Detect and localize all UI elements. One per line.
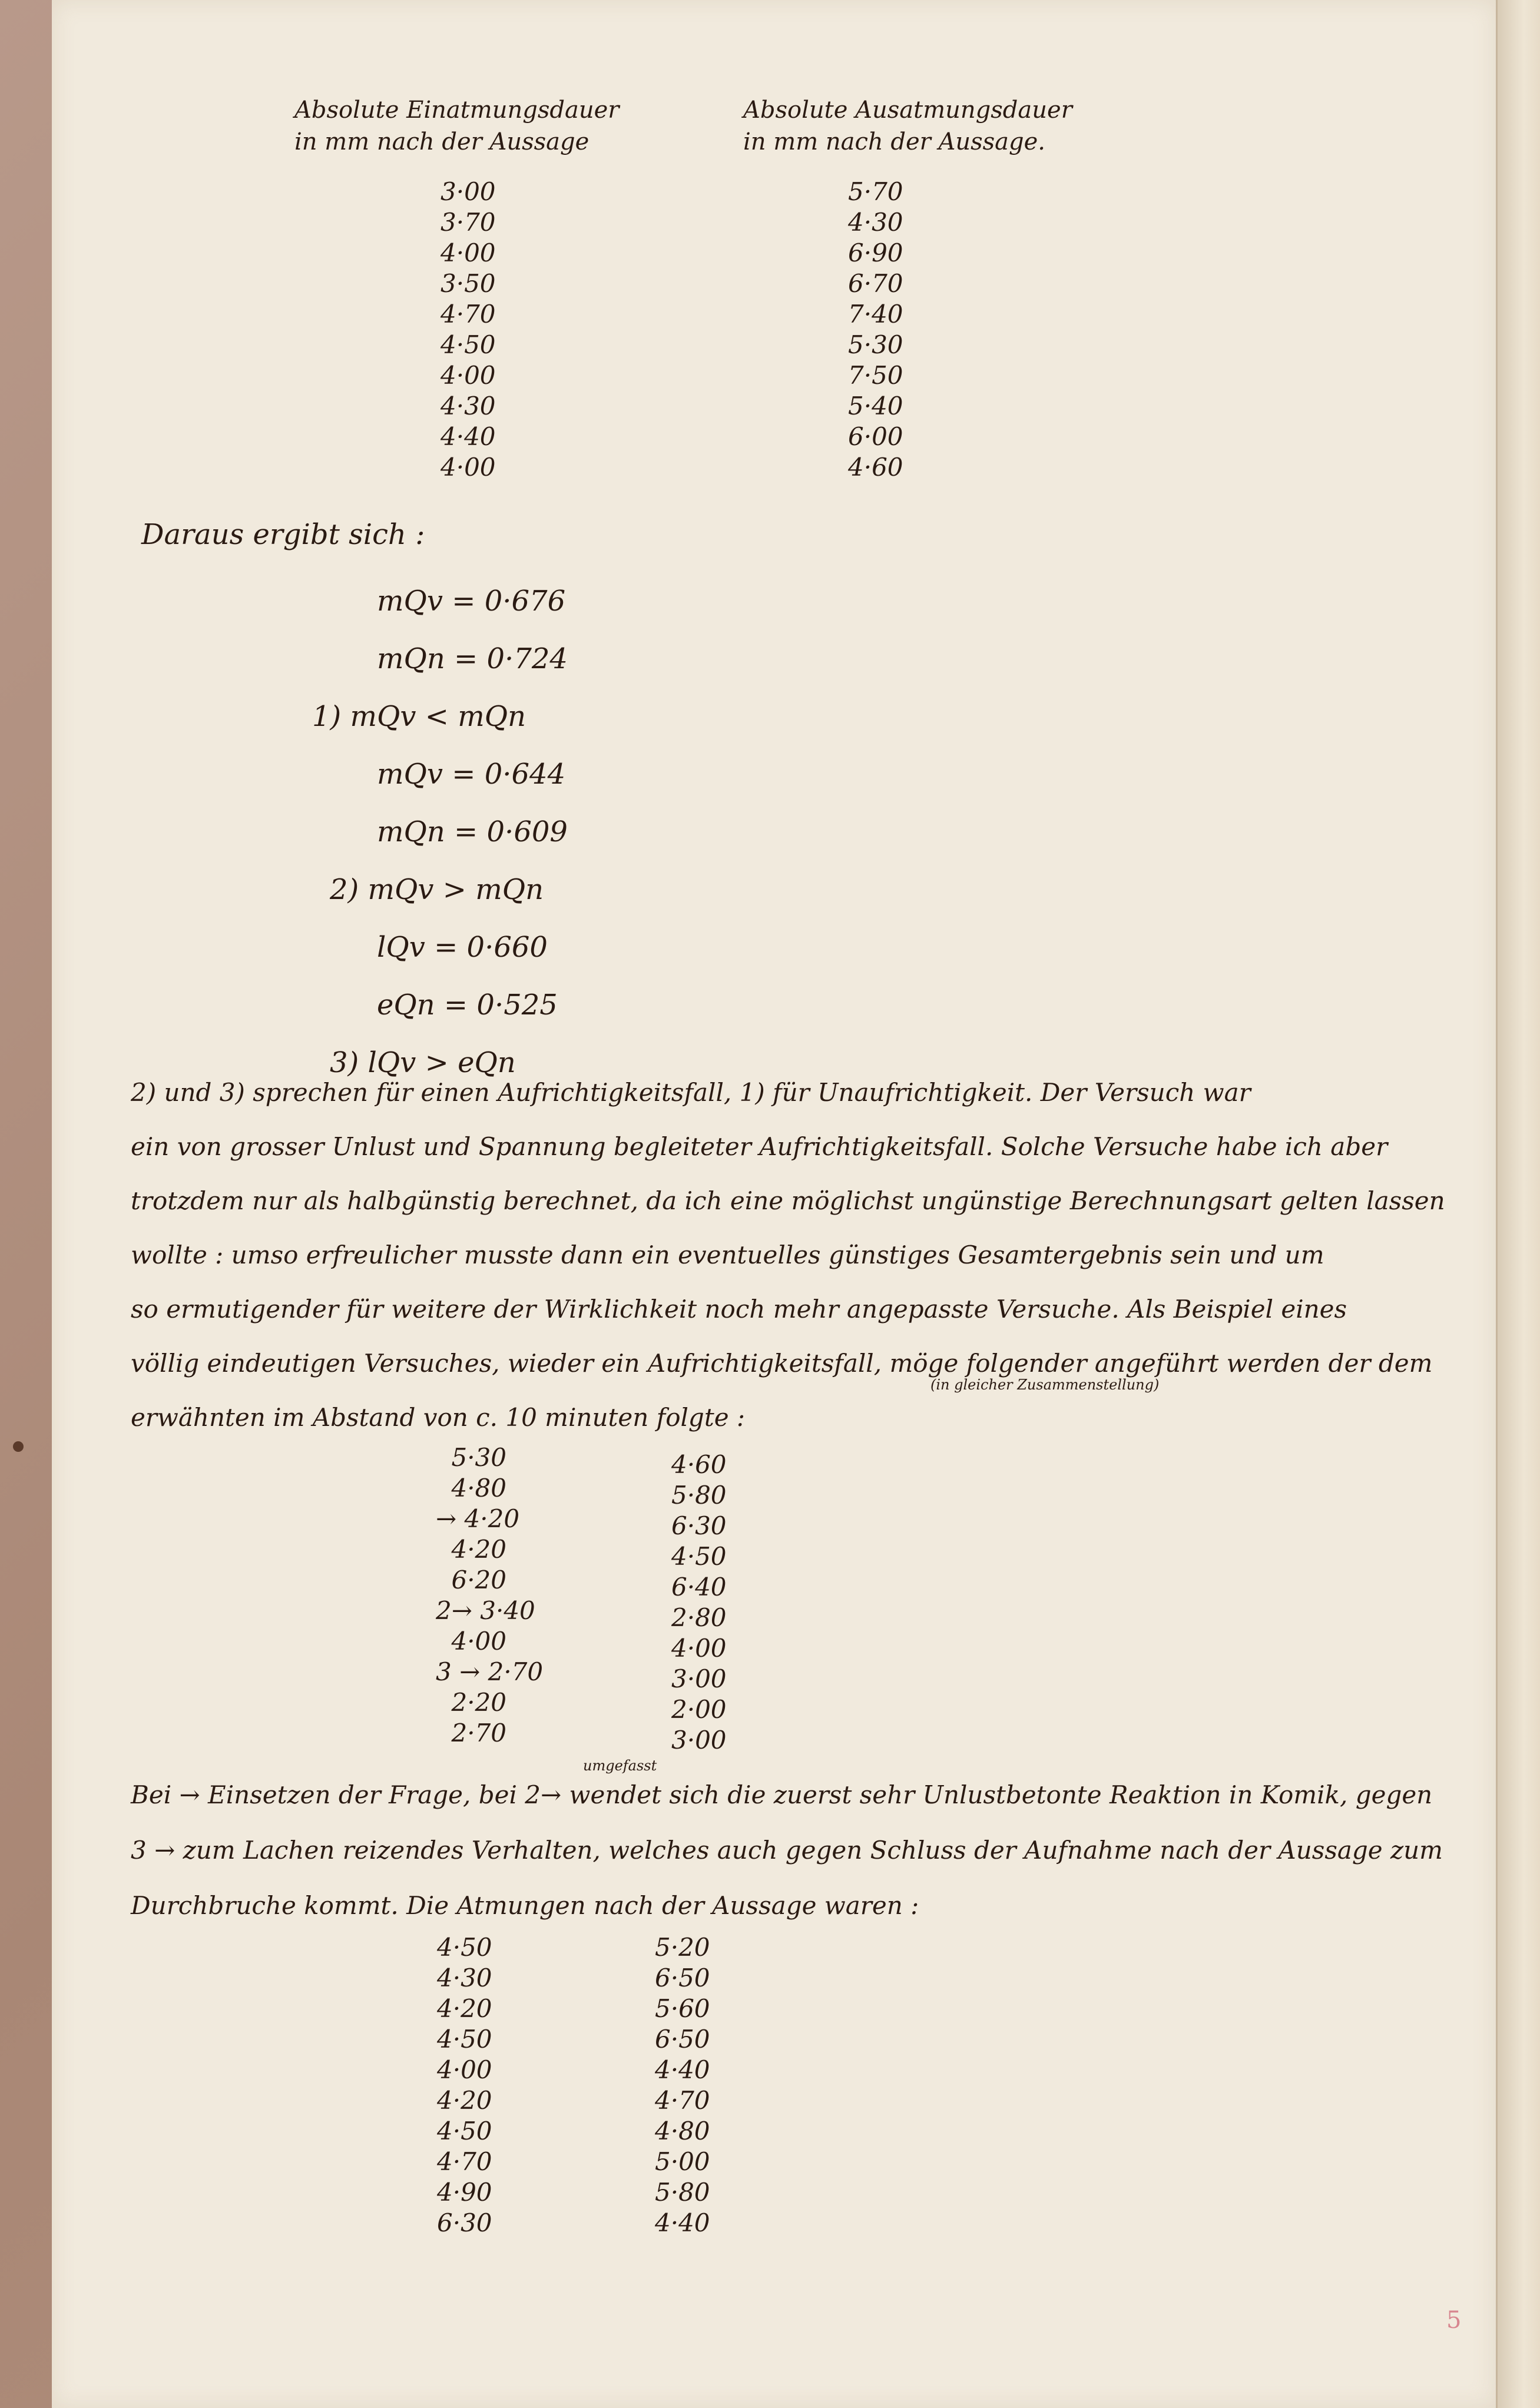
table3-column-2 <box>655 1932 710 2238</box>
equation: mQn = 0·724 <box>377 642 568 675</box>
interlinear-note: (in gleicher Zusammenstellung) <box>930 1377 1160 1393</box>
paragraph-observation <box>131 1767 1450 1933</box>
paragraph-line: so ermutigender für weitere der Wirklichkeit noch mehr angepasste Versuche. Als Beispiel eines <box>131 1295 1347 1324</box>
table2-value: 4·00 <box>451 1627 506 1656</box>
table1-value: 4·00 <box>441 453 496 482</box>
table1-value: 7·50 <box>848 361 903 390</box>
table3-column-1 <box>437 1932 492 2238</box>
result-intro: Daraus ergibt sich : <box>141 518 425 551</box>
paragraph-line: wollte : umso erfreulicher musste dann ein eventuelles günstiges Gesamtergebnis sein und um <box>131 1241 1324 1269</box>
table1-header-exhalation <box>743 94 1072 158</box>
table1-header-inhalation-line2: in mm nach der Aussage <box>294 128 589 155</box>
table3-value: 4·50 <box>437 2025 492 2054</box>
paragraph-line: 2) und 3) sprechen für einen Aufrichtigkeitsfall, 1) für Unaufrichtigkeit. Der Versuch war <box>131 1078 1251 1107</box>
table1-value: 3·70 <box>441 208 496 237</box>
table2-value: 2·80 <box>671 1603 727 1632</box>
table1-header-inhalation <box>294 94 619 158</box>
table1-header-exhalation-line1: Absolute Ausatmungsdauer <box>743 97 1072 124</box>
table2-value: 3·00 <box>671 1664 727 1693</box>
table1-value: 4·00 <box>441 238 496 267</box>
table2-value: 2·00 <box>671 1695 727 1724</box>
table1-header-inhalation-line1: Absolute Einatmungsdauer <box>294 97 620 124</box>
table2-value: 6·30 <box>671 1511 727 1540</box>
table2-value: 5·80 <box>671 1481 727 1510</box>
equation: lQv = 0·660 <box>377 931 548 964</box>
page-number: 5 <box>1446 2307 1462 2334</box>
table3-value: 4·70 <box>437 2147 492 2176</box>
equation: 2) mQv > mQn <box>330 873 544 906</box>
equation: 1) mQv < mQn <box>312 700 526 733</box>
table3-value: 4·90 <box>437 2178 492 2207</box>
table2-value: 3·00 <box>671 1726 727 1754</box>
table1-column-exhalation <box>848 177 903 483</box>
table1-value: 4·30 <box>848 208 903 237</box>
table3-value: 5·60 <box>655 1994 710 2023</box>
equation: 3) lQv > eQn <box>330 1046 516 1079</box>
equation: mQv = 0·644 <box>377 758 566 791</box>
table1-value: 6·70 <box>848 269 903 298</box>
table2-value: 3 → 2·70 <box>436 1657 544 1686</box>
table1-header-exhalation-line2: in mm nach der Aussage. <box>743 128 1045 155</box>
table2-value: 2·70 <box>451 1719 506 1747</box>
table3-value: 6·50 <box>655 1963 710 1992</box>
table1-value: 4·40 <box>441 422 496 451</box>
table3-value: 4·40 <box>655 2208 710 2237</box>
table2-value: 6·40 <box>671 1573 727 1601</box>
table3-value: 6·50 <box>655 2025 710 2054</box>
table2-value: 4·50 <box>671 1542 727 1571</box>
table2-value: 6·20 <box>451 1565 506 1594</box>
table1-value: 6·90 <box>848 238 903 267</box>
table1-value: 5·70 <box>848 177 903 206</box>
paragraph-line: ein von grosser Unlust und Spannung begleiteter Aufrichtigkeitsfall. Solche Versuche habe ich aber <box>131 1132 1388 1161</box>
table2-column-2 <box>671 1450 727 1756</box>
table2-value: 4·20 <box>451 1535 506 1564</box>
paragraph-line: Durchbruche kommt. Die Atmungen nach der Aussage waren : <box>131 1891 919 1920</box>
equation: mQn = 0·609 <box>377 815 568 848</box>
paragraph-line: Bei → Einsetzen der Frage, bei 2→ wendet sich die zuerst sehr Unlustbetonte Reaktion in Komik, gegen <box>131 1780 1433 1809</box>
table3-value: 4·20 <box>437 1994 492 2023</box>
table1-value: 3·50 <box>441 269 496 298</box>
table2-value: 4·60 <box>671 1450 727 1479</box>
table2-value: 5·30 <box>451 1443 506 1472</box>
table1-value: 7·40 <box>848 300 903 329</box>
table1-value: 5·40 <box>848 392 903 420</box>
table2-value: → 4·20 <box>436 1504 520 1533</box>
table3-value: 4·50 <box>437 2117 492 2145</box>
equation-block <box>312 572 568 1092</box>
table1-value: 5·30 <box>848 330 903 359</box>
table3-value: 4·50 <box>437 1933 492 1962</box>
table1-value: 6·00 <box>848 422 903 451</box>
table2-value: 2→ 3·40 <box>436 1596 535 1625</box>
paragraph-line: völlig eindeutigen Versuches, wieder ein Aufrichtigkeitsfall, möge folgender angeführt werden der dem <box>131 1349 1433 1378</box>
table1-value: 4·60 <box>848 453 903 482</box>
table2-value: 4·00 <box>671 1634 727 1663</box>
table2-value: 2·20 <box>451 1688 506 1717</box>
table3-value: 4·40 <box>655 2055 710 2084</box>
equation: mQv = 0·676 <box>377 585 566 618</box>
table3-value: 4·70 <box>655 2086 710 2115</box>
paragraph-interpretation <box>131 1066 1450 1445</box>
table1-value: 4·00 <box>441 361 496 390</box>
table3-value: 5·80 <box>655 2178 710 2207</box>
table3-value: 5·20 <box>655 1933 710 1962</box>
table3-value: 4·30 <box>437 1963 492 1992</box>
paragraph-line: trotzdem nur als halbgünstig berechnet, da ich eine möglichst ungünstige Berechnungsart gelten lassen <box>131 1186 1445 1215</box>
equation: eQn = 0·525 <box>377 989 558 1021</box>
interlinear-note: umgefasst <box>583 1757 657 1774</box>
paragraph-line: erwähnten im Abstand von c. 10 minuten folgte : <box>131 1403 746 1432</box>
table3-value: 6·30 <box>437 2208 492 2237</box>
page-gutter <box>1496 0 1540 2408</box>
table3-value: 4·20 <box>437 2086 492 2115</box>
table2-value: 4·80 <box>451 1474 506 1502</box>
table1-value: 4·50 <box>441 330 496 359</box>
table3-value: 4·00 <box>437 2055 492 2084</box>
table2-column-1 <box>436 1442 544 1749</box>
table1-column-inhalation <box>441 177 496 483</box>
table1-value: 4·30 <box>441 392 496 420</box>
table1-value: 3·00 <box>441 177 496 206</box>
ink-blot <box>13 1441 24 1452</box>
table1-value: 4·70 <box>441 300 496 329</box>
paragraph-line: 3 → zum Lachen reizendes Verhalten, welches auch gegen Schluss der Aufnahme nach der Aussage zum <box>131 1836 1443 1865</box>
table3-value: 4·80 <box>655 2117 710 2145</box>
table3-value: 5·00 <box>655 2147 710 2176</box>
